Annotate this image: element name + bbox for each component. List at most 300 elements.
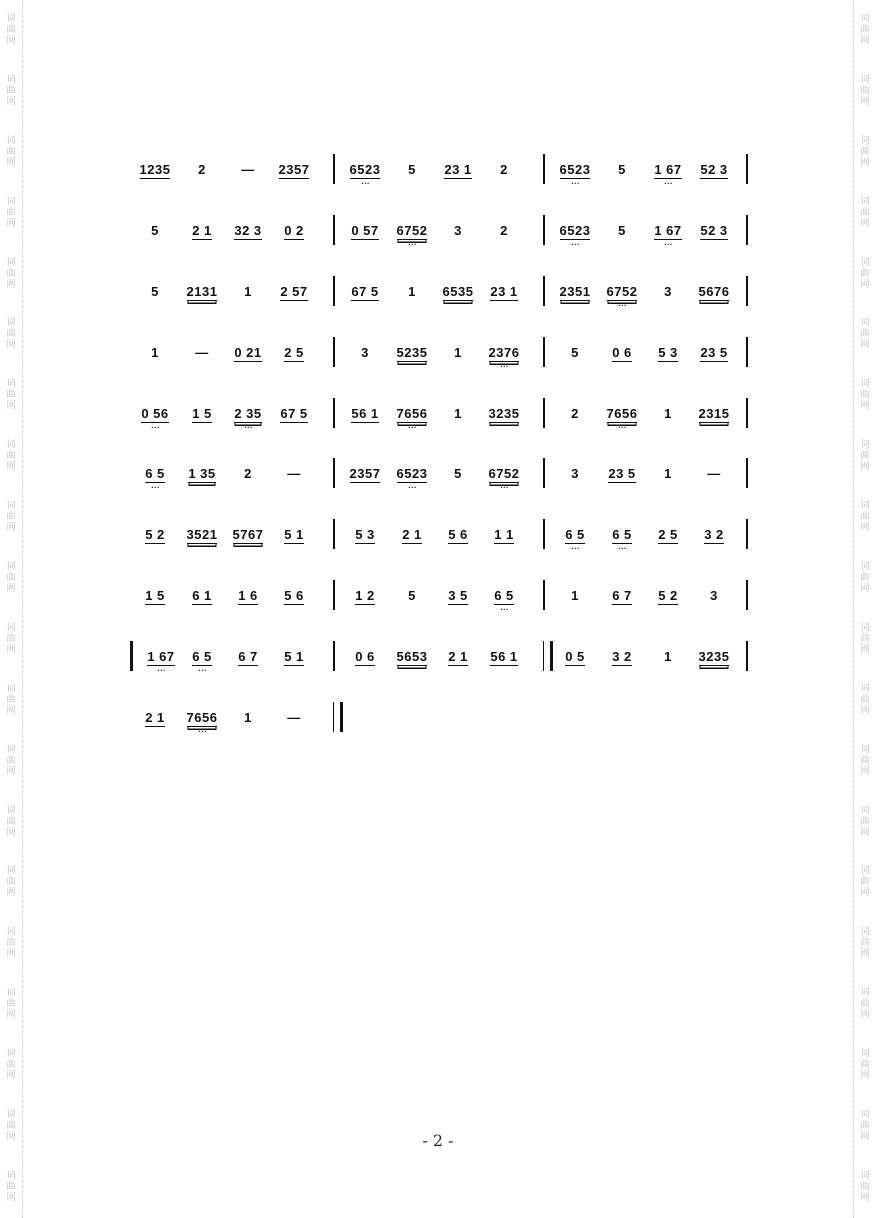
note-text: 56 1 [490,649,518,665]
note-group [387,527,437,544]
note-group [177,345,227,361]
note-text: 1 67 · · · [147,649,174,666]
barline [333,337,335,367]
watermark-char: 网 [860,644,870,655]
watermark-char: 词 [6,318,16,329]
note-text: 5 [408,588,416,604]
note-group [597,466,647,483]
barline [746,519,748,549]
note-group [643,527,693,544]
watermark-char: 曲 [860,755,870,766]
watermark-group [0,244,22,305]
note-text: 3521 [186,527,218,543]
note-text: 7656 · · · [397,406,428,423]
watermark-char: 词 [860,805,870,816]
note-text: 5 1 [284,649,304,665]
note-text: 3 2 [612,649,632,665]
watermark-char: 网 [860,827,870,838]
note-text: 6523 · · · [350,162,381,179]
note-group [130,710,180,727]
note-text: 1 [664,466,672,482]
watermark-char: 曲 [6,390,16,401]
note-text: 5 6 [284,588,304,604]
note-group [689,527,739,544]
note-group [269,406,319,423]
note-group [550,466,600,482]
watermark-char: 网 [860,523,870,534]
note-text: 5676 [698,283,730,299]
note-group [479,588,529,605]
note-group [340,527,390,544]
note-group [340,162,390,179]
note-group [223,284,273,300]
note-text: 6523 · · · [397,466,428,483]
watermark-group [0,183,22,244]
note-group [177,466,227,483]
note-text: 5 2 [658,588,678,604]
note-text: 6 5 · · · [565,527,585,544]
watermark-char: 网 [6,35,16,46]
watermark-char: 曲 [860,1060,870,1071]
note-text: 0 6 [612,344,632,360]
watermark-group [0,913,22,974]
note-text: 2 35 · · · [234,406,261,423]
note-group [597,406,647,423]
watermark-group [854,183,876,244]
jianpu-score [130,150,750,759]
note-text: 3 [664,283,672,299]
note-text: — [287,466,301,482]
watermark-char: 词 [860,866,870,877]
note-text: 2 [500,222,508,238]
note-text: 1 5 [192,405,212,421]
note-group [223,223,273,240]
watermark-char: 网 [6,218,16,229]
note-text: 2315 [698,405,730,421]
watermark-char: 网 [6,644,16,655]
watermark-char: 词 [6,74,16,85]
note-text: 5 2 [145,527,165,543]
watermark-char: 词 [6,379,16,390]
watermark-char: 曲 [6,1120,16,1131]
watermark-char: 词 [860,318,870,329]
note-group [223,710,273,726]
watermark-char: 词 [860,1109,870,1120]
watermark-char: 网 [6,949,16,960]
note-text: 5767 [232,527,264,543]
watermark-group [854,487,876,548]
note-text: 1 6 [238,588,258,604]
note-group [689,284,739,301]
note-text: 3 [571,466,579,482]
watermark-char: 网 [860,1010,870,1021]
watermark-group [854,1035,876,1096]
watermark-group [854,670,876,731]
watermark-char: 词 [860,196,870,207]
note-text: 3235 [488,405,520,421]
note-text: 5 [618,222,626,238]
watermark-char: 曲 [6,755,16,766]
watermark-char: 曲 [860,85,870,96]
note-group [223,649,273,666]
note-group [340,284,390,301]
note-group [130,162,180,179]
note-text: 5 [408,162,416,177]
watermark-char: 曲 [860,938,870,949]
note-text: 7656 · · · [187,710,218,727]
note-text: 1 1 [494,527,514,543]
watermark-group [854,731,876,792]
note-group [643,284,693,300]
note-group [643,406,693,422]
watermark-char: 网 [6,1071,16,1082]
note-group [177,710,227,727]
watermark-char: 曲 [6,85,16,96]
watermark-group [0,852,22,913]
note-group [433,223,483,239]
note-text: 5 [571,344,579,360]
note-text: 6 5 · · · [192,649,212,666]
note-group [177,527,227,544]
note-text: 6 5 · · · [612,527,632,544]
watermark-group [0,670,22,731]
note-text: 2 1 [145,710,165,726]
watermark-char: 曲 [6,999,16,1010]
note-text: 56 1 [351,405,379,421]
watermark-char: 词 [6,866,16,877]
note-text: 23 5 [700,344,728,360]
barline [543,276,545,306]
note-text: 5 [151,222,159,238]
note-group [597,345,647,362]
right-watermark-strip [853,0,876,1218]
watermark-char: 词 [860,135,870,146]
note-text: 1 2 [355,588,375,604]
watermark-char: 词 [6,257,16,268]
watermark-char: 网 [860,157,870,168]
watermark-group [854,974,876,1035]
watermark-char: 词 [860,1049,870,1060]
note-group [130,527,180,544]
note-text: — [707,466,721,482]
watermark-char: 网 [6,827,16,838]
watermark-char: 网 [860,35,870,46]
watermark-char: 曲 [860,146,870,157]
note-text: 67 5 [280,405,308,421]
note-text: 1 [151,344,159,360]
note-group [223,345,273,362]
watermark-char: 网 [860,96,870,107]
note-group [177,649,227,666]
watermark-char: 曲 [860,329,870,340]
watermark-char: 曲 [6,877,16,888]
watermark-char: 网 [860,462,870,473]
barline [333,215,335,245]
note-text: 3 2 [704,527,724,543]
note-text: 6 7 [238,649,258,665]
watermark-char: 网 [860,766,870,777]
score-row [130,454,750,515]
watermark-group [0,548,22,609]
watermark-group [0,365,22,426]
barline [333,458,335,488]
watermark-char: 曲 [860,694,870,705]
watermark-char: 曲 [6,512,16,523]
watermark-char: 曲 [6,572,16,583]
watermark-group [0,974,22,1035]
note-group [433,649,483,666]
note-text: 2 [571,405,579,421]
barline [543,337,545,367]
watermark-group [854,1157,876,1218]
note-text: 0 57 [351,222,379,238]
note-text: 23 1 [444,162,472,177]
watermark-group [854,426,876,487]
watermark-group [0,792,22,853]
note-group [433,588,483,605]
note-text: 2 [244,466,252,482]
note-group [223,162,273,178]
note-group [479,466,529,483]
note-group [433,527,483,544]
watermark-group [854,365,876,426]
note-group [340,406,390,423]
note-text: 0 21 [234,344,262,360]
note-group [479,345,529,362]
watermark-char: 词 [860,379,870,390]
note-group [387,345,437,362]
note-group [387,588,437,604]
watermark-char: 网 [6,705,16,716]
barline [543,154,545,184]
barline [746,215,748,245]
note-text: 0 6 [355,649,375,665]
barline [746,154,748,184]
watermark-char: 曲 [860,207,870,218]
barline [746,398,748,428]
note-group [643,466,693,482]
watermark-char: 曲 [860,999,870,1010]
note-group [269,466,319,482]
watermark-char: 网 [860,401,870,412]
note-group [177,284,227,301]
note-group [689,162,739,179]
note-text: 23 5 [608,466,636,482]
watermark-char: 曲 [6,24,16,35]
barline [333,519,335,549]
watermark-char: 词 [860,13,870,24]
note-text: 6 5 · · · [145,466,165,483]
note-group [550,345,600,361]
watermark-char: 曲 [860,633,870,644]
note-group [643,588,693,605]
watermark-char: 曲 [860,1181,870,1192]
watermark-group [0,1157,22,1218]
watermark-char: 网 [860,218,870,229]
note-text: 5235 [396,344,428,360]
note-group [550,527,600,544]
watermark-char: 词 [6,135,16,146]
note-group [130,406,180,423]
note-text: 5 3 [658,344,678,360]
note-text: 2 57 [280,283,308,299]
note-text: 6752 · · · [397,223,428,240]
watermark-group [0,609,22,670]
watermark-char: 曲 [860,816,870,827]
watermark-char: 网 [860,340,870,351]
watermark-char: 曲 [6,1181,16,1192]
note-group [269,284,319,301]
note-text: 1 [454,344,462,360]
note-group [340,466,390,483]
note-group [479,223,529,239]
note-group [597,527,647,544]
score-row [130,333,750,394]
watermark-char: 曲 [6,938,16,949]
note-group [597,162,647,178]
note-text: 67 5 [351,283,379,299]
watermark-char: 网 [860,1071,870,1082]
watermark-char: 词 [6,683,16,694]
watermark-char: 网 [6,401,16,412]
score-row [130,394,750,455]
note-group [387,406,437,423]
note-group [387,649,437,666]
note-text: — [195,344,209,360]
note-group [643,649,693,665]
note-text: 1 [571,588,579,604]
note-group [550,284,600,301]
note-text: 0 56 · · · [141,406,168,423]
watermark-char: 网 [6,1131,16,1142]
watermark-char: 词 [6,196,16,207]
watermark-char: 网 [860,705,870,716]
watermark-char: 网 [860,1131,870,1142]
note-text: 2 [500,162,508,177]
note-text: 1 67 · · · [654,223,681,240]
note-group [433,284,483,301]
note-group [479,649,529,666]
note-group [340,649,390,666]
note-group [340,345,390,361]
watermark-char: 网 [6,523,16,534]
note-text: 2 5 [284,344,304,360]
note-text: 2357 [278,162,310,177]
note-group [130,284,180,300]
note-group [269,527,319,544]
final-barline [333,702,343,732]
watermark-char: 网 [6,766,16,777]
watermark-char: 曲 [6,207,16,218]
note-group [433,466,483,482]
watermark-char: 网 [6,462,16,473]
note-group [479,406,529,423]
watermark-group [0,0,22,61]
note-group [130,466,180,483]
note-group [689,466,739,482]
watermark-group [0,426,22,487]
watermark-char: 曲 [860,1120,870,1131]
barline [543,458,545,488]
note-group [433,406,483,422]
note-text: 5 3 [355,527,375,543]
barline [746,641,748,671]
barline [333,276,335,306]
watermark-char: 曲 [860,268,870,279]
note-text: 1 [244,283,252,299]
watermark-char: 词 [860,501,870,512]
note-group [550,649,600,666]
note-text: 6752 · · · [489,466,520,483]
note-group [130,588,180,605]
barline [333,154,335,184]
watermark-char: 曲 [6,1060,16,1071]
note-text: 6535 [442,283,474,299]
note-group [387,466,437,483]
watermark-char: 曲 [860,512,870,523]
watermark-char: 词 [6,501,16,512]
watermark-char: 词 [6,927,16,938]
watermark-group [854,304,876,365]
watermark-char: 曲 [860,572,870,583]
note-group [550,223,600,240]
watermark-group [0,61,22,122]
note-text: 5653 [396,649,428,665]
note-group [597,223,647,239]
note-text: 0 2 [284,222,304,238]
barline [543,519,545,549]
watermark-char: 词 [860,1170,870,1181]
watermark-char: 网 [6,157,16,168]
watermark-char: 曲 [860,451,870,462]
watermark-char: 词 [860,744,870,755]
watermark-group [854,609,876,670]
watermark-char: 词 [860,927,870,938]
note-group [479,162,529,178]
score-row [130,515,750,576]
note-text: 52 3 [700,162,728,177]
note-text: 6 1 [192,588,212,604]
note-text: 6752 · · · [607,284,638,301]
note-text: 2131 [186,283,218,299]
note-group [177,162,227,178]
note-group [269,345,319,362]
note-group [269,649,319,666]
note-group [550,406,600,422]
note-group [550,162,600,179]
watermark-char: 网 [6,340,16,351]
note-text: 5 1 [284,527,304,543]
barline [333,641,335,671]
watermark-group [854,244,876,305]
watermark-char: 词 [860,561,870,572]
note-group [130,345,180,361]
note-text: 1 [664,649,672,665]
note-text: 2 [198,162,206,177]
note-group [340,588,390,605]
watermark-char: 网 [6,583,16,594]
barline [746,276,748,306]
left-watermark-strip [0,0,23,1218]
note-text: 6 7 [612,588,632,604]
watermark-group [854,852,876,913]
note-text: 2 1 [192,222,212,238]
note-text: 1235 [139,162,171,177]
note-text: 1 67 · · · [654,162,681,179]
note-text: — [241,162,255,177]
barline [746,458,748,488]
note-group [597,588,647,605]
